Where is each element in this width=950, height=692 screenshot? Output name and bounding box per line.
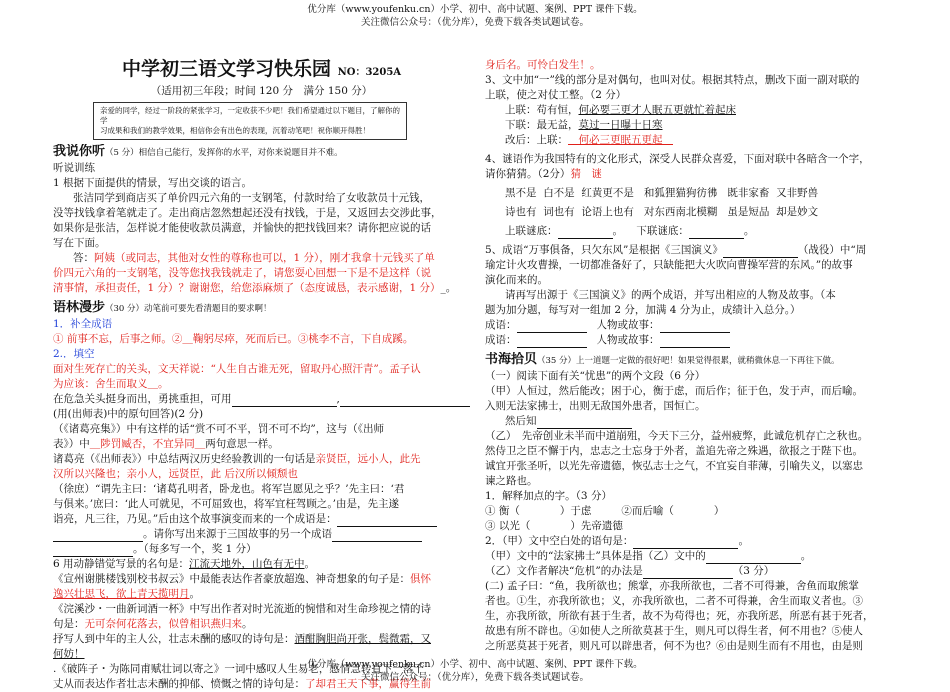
answer-line: 答：阿姨（或同志，其他对女性的尊称也可以，1 分），刚才我拿十元钱买了单 [73,252,435,264]
passage-line: 入则无法家拂士，出则无敌国外患者，国恒亡。 [485,400,706,412]
couplet-shang: 上联：苟有恒，何必要三更才人眠五更就忙着起床 [505,104,736,116]
page-title: 中学初三语文学习快乐园 NO：3205A [121,58,402,80]
idiom-row: 成语： 人物或故事： [485,318,905,333]
answer-blank[interactable] [660,321,730,333]
header-line-1: 优分库（www.youfenku.cn）小学、初中、高中试题、案例、PPT 课件下载。 [307,4,643,15]
answer-blank[interactable] [689,227,744,239]
passage-line: 诚宜开张圣听，以光先帝遗德，恢弘志士之气，不宜妄自菲薄，引喻失义，以塞忠 [485,460,863,472]
question-line: 句是：无可奈何花落去，似曾相识燕归来。 [53,618,253,630]
answer-blank[interactable] [537,417,632,429]
answer-line: 为应该：舍生而取义＿。 [53,378,169,390]
answer-line: 价四元六角的一支钢笔，没等您找我钱就走了，请您耍心回想一下是不是这样（说 [53,267,431,279]
answer-blank[interactable] [332,530,422,542]
answer-blank[interactable] [337,515,437,527]
answer-blank[interactable] [53,530,143,542]
answer-blank[interactable] [53,545,133,557]
answer-blank[interactable] [517,321,587,333]
passage-line: （乙） 先帝创业未半而中道崩殂，今天下三分，益州疲弊，此诚危机存亡之秋也。 [485,430,869,442]
answer-blank[interactable] [517,336,587,348]
question-line: 表》）中＿陟罚臧否，不宜异同＿两句意思一样。 [53,438,279,450]
section-poems: 语林漫步（30 分）动笔前可要先看清题目的要求啊！ [53,300,272,315]
passage-line: 者也。①生，亦我所欲也；义，亦我所欲也，二者不可得兼，舍生而取义者也。③ [485,595,863,607]
question-line: 演化而来的。 [485,274,548,286]
scene-line: 写在下面。 [53,237,106,249]
question-line: 4、谜语作为我国特有的文化形式，深受人民群众喜爱，下面对联中各暗含一个字， [485,153,870,165]
question-line: .《破阵子・为陈同甫赋壮词以寄之》一词中感叹人生易老，感情急转直下一落千 [53,663,424,675]
riddle-answers: 上联谜底： 。 下联谜底： 。 [505,225,755,237]
question: 1．补全成语 [53,318,113,330]
passage-line: 然后知 [485,414,905,429]
answer-blank[interactable] [558,227,613,239]
question-line: ③ 以光（ ）先帝遗德 [485,520,623,532]
question-line: 2．（甲）文中空白处的语句是： 。 [485,535,749,547]
answer-blank[interactable] [340,395,470,407]
answer-blank[interactable] [660,336,730,348]
answer-line: ① 前事不忘，后事之师。②＿鞠躬尽瘁，死而后已。③桃李不言，下自成蹊。 [53,333,414,345]
passage-line: 故患有所不辟也。④如使人之所欲莫甚于生，则凡可以得生者，何不用也？⑤使人 [485,625,863,637]
passage-line: (二) 孟子曰：“鱼，我所欲也；熊掌，亦我所欲也，二者不可得兼，舍鱼而取熊掌 [485,580,859,592]
subtitle: （适用初三年段；时间 120 分 满分 150 分） [150,85,373,97]
answer-line: 逸兴壮思飞，欲上青天揽明月。 [53,588,200,600]
footer-line-2: 关注微信公众号：（优分库），免费下载各类试题试卷。 [360,672,589,683]
passage-line: 然侍卫之臣不懈于内，忠志之士忘身于外者，盖追先帝之殊遇，欲报之于陛下也。 [485,445,863,457]
question-line: 丈从而表达作者壮志未酬的抑郁、愤慨之情的诗句是：了却君王天下事，赢得生前 [53,678,431,690]
scene-line: 没等找钱拿着笔就走了。走出商店忽然想起还没有找钱，于是，又返回去交涉此事， [53,207,442,219]
passage-line: （甲）人恒过，然后能改；困于心，衡于虑，而后作；征于色，发于声，而后喻。 [485,385,863,397]
question-line: 瑜定计火攻曹操，一切都准备好了，只缺能把大火吹向曹操军营的东风。”的故事 [485,259,853,271]
question: 1 根据下面提供的情景，写出交谈的语言。 [53,177,253,189]
passage-line: 谏之路也。 [485,475,538,487]
answer-line: 何妨！ [53,648,85,660]
question-line: (用(出师表)中的原句回答)(2 分) [53,408,204,420]
answer-line: 身后名。可怜白发生！。 [485,59,601,71]
left-column [53,58,470,692]
footer-line-1: 优分库（www.youfenku.cn）小学、初中、高中试题、案例、PPT 课件下载。 [307,659,643,670]
question-line: 请再写出源于《三国演义》的两个成语，并写出相应的人物及故事。（本 [505,289,836,301]
answer-blank[interactable] [723,246,798,258]
section-listen: 我说你听（5 分）相信自己能行，发挥你的水平，对你来说题目并不难。 [53,144,343,159]
question: 2.．填空 [53,348,95,360]
question-line: 与俱来。’庶曰：‘此人可就见，不可屈致也，将军宜枉驾顾之。’由是，先主遂 [53,498,400,510]
intro-box: 亲爱的同学，经过一阶段的紧张学习，一定收获不少吧！我们希望通过以下题目，了解你的学 习成果和我们的教学效果，相信你会有出色的表现，沉着动笔吧！祝你顺开得胜！ [93,102,407,140]
question-line: （《诸葛亮集》）中有这样的话“赏不可不平，罚不可不均”，这与（《出师 [53,423,384,435]
answer-line: 清事情，承担责任，1 分）？谢谢您，给您添麻烦了（态度诚恳，表示感谢，1 分）_。 [53,282,457,294]
answer-blank[interactable] [232,395,337,407]
answer-blank[interactable] [706,552,801,564]
question-line: 在危急关头挺身而出，勇挑重担，可用 , [53,392,470,407]
question-line: 《浣溪沙・一曲新词酒一杯》中写出作者对时光流逝的惋惜和对生命珍视之情的诗 [53,603,431,615]
question-line: 请你猜猜。（2分）猜 谜 [485,168,602,180]
question-line: 5、成语“万事俱备，只欠东风”是根据《三国演义》 （战役）中“周 [485,244,867,256]
couplet-xia: 下联：最无益，莫过一日曝十日寒 [505,119,663,131]
section-reading: 书海拾贝（35 分）上一道题一定做的很好吧！如果觉得很累，就稍微休息一下再往下做。 [485,352,840,367]
question-line: 诸葛亮（《出师表》）中总结两汉历史经验教训的一句话是亲贤臣，远小人，此先 [53,453,421,465]
question-line: 上联，使之对仗工整。（2 分） [485,89,627,101]
question-line: 1．解释加点的字。（3 分） [485,490,612,502]
section-title: 我说你听 [53,144,106,159]
scene-line: 如果你是张洁，怎样说才能使收款员满意，并愉快的把找钱回来？请你把应说的话 [53,222,431,234]
question-line: （徐庶）“谓先主曰：‘诸葛孔明者，卧龙也。将军岂愿见之乎？’先主曰：‘君 [53,483,405,495]
passage-line: 之所恶莫甚于死者，则凡可以辟患者，何不为也？⑥由是则生而有不用也，由是则 [485,640,863,652]
question-line: ① 衡（ ）于虑 ②而后喻（ ） [485,505,725,517]
question-line: （甲）文中的“法家拂士”具体是指（乙）文中的 。 [485,550,812,562]
question-line: 抒写人到中年的主人公，壮志未酬的感叹的诗句是：酒酣胸胆尚开张，鬓微霜，又 [53,633,431,645]
right-column [485,58,905,654]
couplet-revised: 改后：上联：＿何必三更眠五更起＿ [505,134,673,146]
section-title: 语林漫步 [53,300,106,315]
idiom-row: 成语： 人物或故事： [485,333,905,348]
question-line: 题为加分题，每写对一组加 2 分，加满 4 分为止，成绩计入总分。） [485,304,801,316]
answer-blank[interactable] [643,567,733,579]
subheading: （一）阅读下面有关“忧患”的两个文段（6 分） [485,370,706,382]
header-line-2: 关注微信公众号：（优分库），免费下载各类试题试卷。 [360,17,589,28]
passage-line: 生，亦我所欲，所欲有甚于生者，故不为苟得也；死，亦我所恶，所恶有甚于死者， [485,610,874,622]
section-title: 书海拾贝 [485,352,538,367]
question-line: 《宣州谢朓楼饯别校书叔云》中最能表达作者豪放超逸、神奇想象的句子是：俱怀 [53,573,431,585]
question-line: 。（每多写一个，奖 1 分） [53,542,470,557]
riddle-line-2: 诗也有 词也有 论语上也有 对东西南北模糊 虽是短品 却是妙文 [505,206,819,218]
page-header [0,3,950,29]
answer-line: 面对生死存亡的关头，文天祥说：“人生自古谁无死，留取丹心照汗青”。孟子认 [53,363,421,375]
page-footer [0,658,950,684]
title-number: NO：3205A [337,67,402,78]
answer-blank[interactable] [633,537,738,549]
scene-line: 张洁同学到商店买了单价四元六角的一支钢笔，付款时给了女收款员十元钱， [73,192,430,204]
question-line: （乙）文作者解决“危机”的办法是 （3 分） [485,565,775,577]
riddle-line-1: 黑不是 白不是 红黄更不是 和狐狸猫狗彷彿 既非家畜 又非野兽 [505,187,819,199]
question-line: 诣亮，凡三往，乃见。”后由这个故事演变而来的一个成语是： [53,512,470,527]
question-line: 。请你写出来源于三国故事的另一个成语 [53,527,470,542]
answer-line: 汉所以兴隆也；亲小人，远贤臣，此 后汉所以倾颓也 [53,468,298,480]
subheading: 听说训练 [53,162,95,174]
question-line: 3、文中加“一”线的部分是对偶句，也叫对仗。根据其特点，删改下面一副对联的 [485,74,860,86]
question-line: 6 用动静错觉写景的名句是：江流天地外，山色有无中。 [53,558,316,570]
